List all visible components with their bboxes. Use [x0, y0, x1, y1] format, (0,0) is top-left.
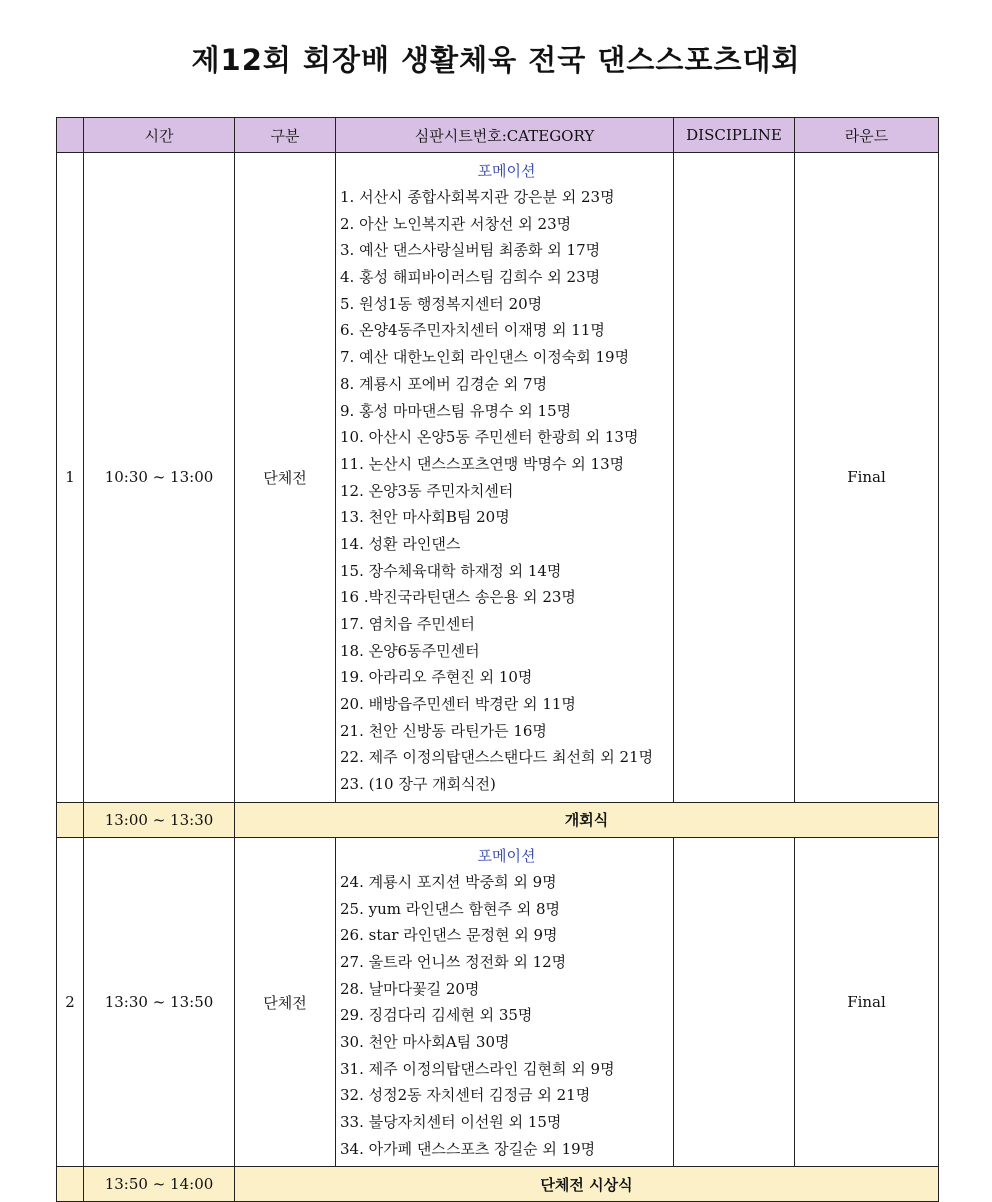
ceremony-number [57, 802, 84, 837]
entry-item: 24. 계룡시 포지션 박중희 외 9명 [340, 872, 557, 891]
header-type: 구분 [235, 118, 336, 153]
entry-item: 6. 온양4동주민자치센터 이재명 외 11명 [340, 321, 605, 340]
ceremony-row-awards [57, 1167, 939, 1202]
entry-item: 20. 배방읍주민센터 박경란 외 11명 [340, 695, 576, 714]
ceremony-time: 13:00 ~ 13:30 [84, 802, 235, 837]
entry-list [336, 153, 674, 803]
event-row-2 [57, 837, 939, 1167]
ceremony-label: 단체전 시상식 [235, 1167, 939, 1202]
event-round: Final [795, 837, 939, 1167]
event-row-1 [57, 153, 939, 803]
entry-item: 2. 아산 노인복지관 서창선 외 23명 [340, 214, 572, 233]
entry-item: 4. 홍성 해피바이러스팀 김희수 외 23명 [340, 268, 601, 287]
entry-item: 33. 불당자치센터 이선원 외 15명 [340, 1113, 562, 1131]
entry-item: 17. 염치읍 주민센터 [340, 615, 475, 633]
event-type: 단체전 [235, 837, 336, 1167]
entry-item: 22. 제주 이정의탑댄스스탠다드 최선희 외 21명 [340, 748, 654, 767]
entry-subtitle: 포메이션 [477, 846, 536, 865]
header-row [57, 118, 939, 153]
page-title: 제12회 회장배 생활체육 전국 댄스스포츠대회 [191, 43, 801, 77]
event-type: 단체전 [235, 153, 336, 803]
entry-item: 31. 제주 이정의탑댄스라인 김현희 외 9명 [340, 1059, 615, 1078]
event-discipline [674, 837, 795, 1167]
entry-item: 15. 장수체육대학 하재정 외 14명 [340, 561, 562, 580]
entry-item: 12. 온양3동 주민자치센터 [340, 481, 514, 500]
entry-list [336, 837, 674, 1167]
event-round: Final [795, 153, 939, 803]
entry-item: 18. 온양6동주민센터 [340, 641, 480, 660]
header-discipline: DISCIPLINE [674, 118, 795, 153]
entry-item: 7. 예산 대한노인회 라인댄스 이정숙회 19명 [340, 348, 630, 367]
entry-item: 23. (10 장구 개회식전) [340, 775, 496, 794]
entry-item: 32. 성정2동 자치센터 김정금 외 21명 [340, 1086, 591, 1105]
ceremony-number [57, 1167, 84, 1202]
header-no [57, 118, 84, 153]
entry-item: 10. 아산시 온양5동 주민센터 한광희 외 13명 [340, 428, 639, 447]
entry-item: 27. 울트라 언니쓰 정전화 외 12명 [340, 952, 567, 971]
entry-item: 9. 홍성 마마댄스팀 유명수 외 15명 [340, 401, 572, 420]
entry-item: 19. 아라리오 주현진 외 10명 [340, 668, 533, 687]
event-time: 10:30 ~ 13:00 [84, 153, 235, 803]
entry-item: 16 .박진국라틴댄스 송은용 외 23명 [340, 588, 576, 607]
entry-item: 30. 천안 마사회A팀 30명 [340, 1032, 510, 1051]
entry-item: 14. 성환 라인댄스 [340, 534, 461, 553]
event-number: 2 [57, 837, 84, 1167]
entry-item: 34. 아가페 댄스스포츠 장길순 외 19명 [340, 1139, 596, 1158]
entry-item: 8. 계룡시 포에버 김경순 외 7명 [340, 374, 548, 393]
event-time: 13:30 ~ 13:50 [84, 837, 235, 1167]
event-discipline [674, 153, 795, 803]
entry-item: 26. star 라인댄스 문정현 외 9명 [340, 926, 558, 945]
entry-item: 11. 논산시 댄스스포츠연맹 박명수 외 13명 [340, 454, 625, 473]
entry-item: 21. 천안 신방동 라틴가든 16명 [340, 721, 547, 740]
entry-item: 13. 천안 마사회B팀 20명 [340, 508, 510, 527]
entry-item: 3. 예산 댄스사랑실버팀 최종화 외 17명 [340, 241, 601, 260]
header-time: 시간 [84, 118, 235, 153]
header-round: 라운드 [795, 118, 939, 153]
entry-item: 25. yum 라인댄스 함현주 외 8명 [340, 899, 561, 918]
ceremony-row-opening [57, 802, 939, 837]
header-category: 심판시트번호:CATEGORY [336, 118, 674, 153]
event-number: 1 [57, 153, 84, 803]
entry-item: 28. 날마다꽃길 20명 [340, 979, 480, 998]
ceremony-time: 13:50 ~ 14:00 [84, 1167, 235, 1202]
entry-item: 29. 징검다리 김세현 외 35명 [340, 1006, 533, 1025]
entry-subtitle: 포메이션 [477, 162, 536, 180]
entry-item: 1. 서산시 종합사회복지관 강은분 외 23명 [340, 188, 615, 206]
ceremony-label: 개회식 [235, 802, 939, 837]
entry-item: 5. 원성1동 행정복지센터 20명 [340, 294, 543, 313]
schedule-table [56, 117, 939, 1202]
